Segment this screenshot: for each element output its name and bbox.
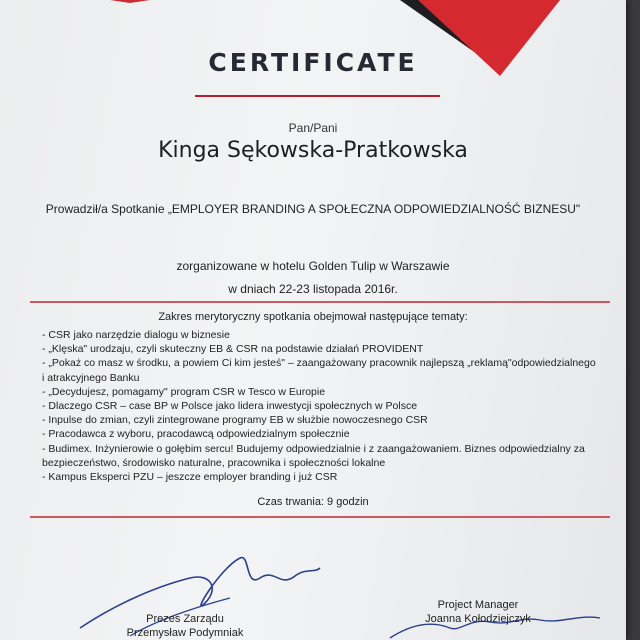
list-item: - „Klęska" urodzaju, czyli skuteczny EB & CSR na podstawie działań PROVIDENT [42, 343, 424, 356]
title-underline [195, 95, 440, 97]
recipient-name: Kinga Sękowska-Pratkowska [158, 138, 468, 163]
list-item: - Kampus Eksperci PZU – jeszcze employer branding i już CSR [42, 471, 338, 484]
duration: Czas trwania: 9 godzin [257, 496, 369, 508]
signatory-name: Joanna Kołodziejczyk [425, 613, 531, 625]
signatory-role: Project Manager [437, 599, 519, 611]
list-item: i atrakcyjnego Banku [42, 371, 140, 384]
signatory-role: Prezes Zarządu [146, 613, 224, 625]
role-line: Prowadził/a Spotkanie „EMPLOYER BRANDING A SPOŁECZNA ODPOWIEDZIALNOŚĆ BIZNESU" [45, 202, 581, 216]
venue-line: zorganizowane w hotelu Golden Tulip w Warszawie [176, 259, 450, 273]
list-item: bezpieczeństwo, środowisko naturalne, pracownika i społeczności lokalne [42, 456, 386, 469]
dates-line: w dniach 22-23 listopada 2016r. [228, 282, 398, 296]
salutation: Pan/Pani [288, 121, 338, 135]
topics-header: Zakres merytoryczny spotkania obejmował następujące tematy: [158, 311, 468, 323]
divider-top [30, 301, 610, 303]
signature-block-left [120, 612, 250, 640]
signatory-name: Przemysław Podymniak [126, 627, 244, 639]
list-item: - Inpulse do zmian, czyli zintegrowane programy EB w służbie nowoczesnego CSR [42, 414, 428, 427]
divider-bottom [30, 516, 610, 518]
list-item: - CSR jako narzędzie dialogu w biznesie [42, 329, 230, 341]
list-item: - „Decydujesz, pomagamy" program CSR w Tesco w Europie [42, 385, 326, 398]
signature-block-right [418, 598, 538, 626]
list-item: - Pracodawca z wyboru, pracodawcą odpowiedzialnym społecznie [42, 428, 350, 441]
list-item: - Budimex. Inżynierowie o gołębim sercu! Budujemy odpowiedzialnie i z zaangażowaniem. Biznes odpowiedzialny za [42, 442, 585, 455]
decor-top-left-sliver [110, 0, 150, 3]
list-item: - „Pokaż co masz w środku, a powiem Ci kim jesteś" – zaangażowany pracownik najlepszą „reklamą"odpowiedzialnego [42, 357, 596, 370]
certificate-title: CERTIFICATE [208, 48, 418, 77]
topics-list [42, 328, 602, 484]
list-item: - Dlaczego CSR – case BP w Polsce jako lidera inwestycji społecznych w Polsce [42, 400, 418, 413]
